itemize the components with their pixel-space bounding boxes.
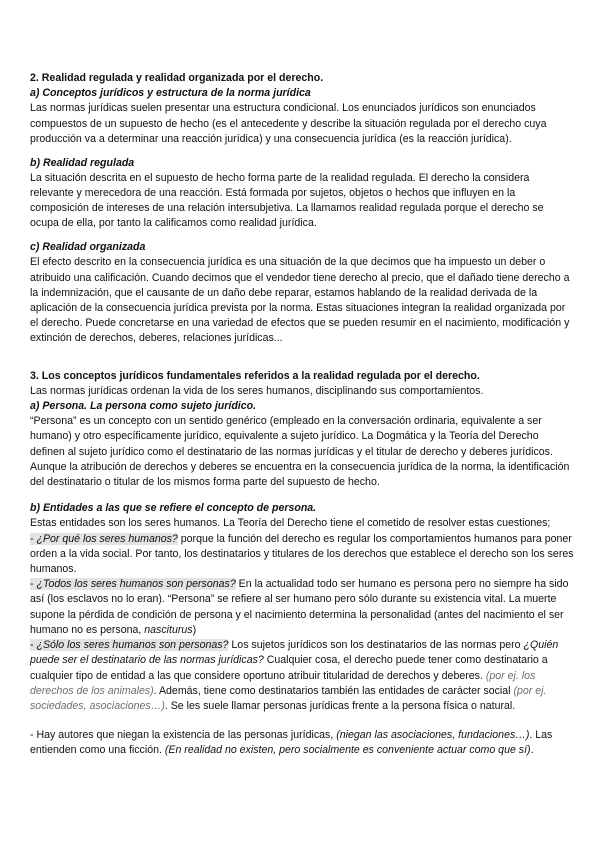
section-2a-heading: a) Conceptos jurídicos y estructura de la norma jurídica [30,87,311,100]
question-3-subquestion: ¿Quién puede ser el destinatario de las normas jurídicas? [30,639,559,667]
section-3b-heading: b) Entidades a las que se refiere el concepto de persona. [30,502,317,515]
question-1-answer: porque la función del derecho es regular los comportamientos humanos para poner orden a la vida social. Por tanto, los destinatarios y titulares de los derechos que establece el derecho son los seres humanos. [30,532,574,576]
question-3-answer-part2: Cualquier cosa, el derecho puede tener como destinatario a cualquier tipo de entidad a las que considere oportuno atribuir titularidad de derechos y deberes. [30,654,548,682]
example-animals: (por ej. los derechos de los animales) [30,669,536,697]
question-2-answer: En la actualidad todo ser humano es persona pero no siempre ha sido así (los esclavos no lo eran). “Persona” se refiere al ser humano pero sólo durante su existencia vital. La muerte supone la pérdida de condición de persona y el nacimiento determina la personalidad (antes del nacimiento el ser humano no es persona, [30,578,569,636]
question-3-text: ¿Sólo los seres humanos son personas? [36,639,229,652]
section-2c-heading: c) Realidad organizada [30,241,146,254]
example-societies: (por ej. sociedades, asociaciones…) [30,684,547,712]
question-3-answer-part4: . Se les suele llamar personas jurídicas frente a la persona física o natural. [164,699,516,712]
question-3-answer-part3: . Además, tiene como destinatarios también las entidades de carácter social [153,684,514,697]
question-2-paragraph [30,577,575,638]
section-3-intro: Las normas jurídicas ordenan la vida de los seres humanos, disciplinando sus comportamientos. [30,384,484,397]
section-3a-heading: a) Persona. La persona como sujeto jurídico. [30,400,257,413]
section-3b-intro: Estas entidades son los seres humanos. La Teoría del Derecho tiene el cometido de resolver estas cuestiones; [30,517,551,530]
question-2-dash: - [30,578,37,591]
question-3-highlight [30,639,228,651]
final-paragraph [30,728,575,758]
section-2-title: 2. Realidad regulada y realidad organizada por el derecho. [30,72,324,84]
question-3-dash: - [30,639,37,652]
section-2b-heading: b) Realidad regulada [30,156,135,169]
question-2-text: ¿Todos los seres humanos son personas? [36,578,236,591]
nasciturus-term: nasciturus [144,623,193,636]
question-2-close: ) [192,623,197,636]
question-1-dash: - [30,532,37,545]
section-2c-paragraph: El efecto descrito en la consecuencia jurídica es una situación de la que decimos que ha impuesto un deber o atribuido una calificación. Cuando decimos que el vendedor tiene derecho al precio, que el dañado tiene derecho a la indemnización, que el causante de un daño debe reparar, estamos hablando de la realidad derivada de la aplicación de la consecuencia jurídica prevista por la norma. Estas situaciones integran la realidad organizada por el derecho. Puede concretarse en una variedad de efectos que se pueden resumir en el nacimiento, modificación y extinción de derechos, deberes, relaciones jurídicas... [30,256,570,345]
final-text-part3: . [530,744,534,757]
question-2-highlight [30,578,236,590]
section-3-title: 3. Los conceptos jurídicos fundamentales referidos a la realidad regulada por el derecho. [30,369,480,382]
question-1-highlight [30,533,178,545]
question-1-paragraph [30,532,575,578]
section-2b-paragraph: La situación descrita en el supuesto de hecho forma parte de la realidad regulada. El derecho la considera relevante y merecedora de una reacción. Está formada por sujetos, objetos o hechos que influyen en la composición de intereses de una relación intersubjetiva. La llamamos realidad regulada porque el derecho se ocupa de ella, por tanto la calificamos como realidad jurídica. [30,171,544,230]
final-italic-2: (En realidad no existen, pero socialmente es conveniente actuar como que sí) [164,744,531,757]
question-3-paragraph [30,638,575,714]
final-text-part1: - Hay autores que niegan la existencia de las personas jurídicas, [30,729,337,742]
question-3-answer-part1: Los sujetos jurídicos son los destinatarios de las normas pero [228,639,524,652]
section-2a-paragraph: Las normas jurídicas suelen presentar una estructura condicional. Los enunciados jurídicos son enunciados compuestos de un supuesto de hecho (es el antecedente y describe la situación regulada por el derecho cuya producción va a determinar una reacción jurídica) y una consecuencia jurídica (es la reacción jurídica). [30,102,547,145]
section-3a-paragraph: “Persona” es un concepto con un sentido genérico (empleado en la conversación ordinaria, equivalente a ser humano) y otro específicamente jurídico, equivalente a sujeto jurídico. La Dogmática y la Teoría del Derecho definen al sujeto jurídico como el destinatario de las normas jurídicas y el titular de derecho y deberes jurídicos. Aunque la atribución de derechos y deberes se encuentra en la consecuencia jurídica de la norma, la identificación del destinatario o titular de los mismos forma parte del supuesto de hecho. [30,415,570,489]
document-page [30,71,575,759]
final-text-part2: . Las entienden como una ficción. [30,729,553,757]
question-1-text: ¿Por qué los seres humanos? [36,532,178,545]
final-italic-1: (niegan las asociaciones, fundaciones…) [336,729,530,742]
